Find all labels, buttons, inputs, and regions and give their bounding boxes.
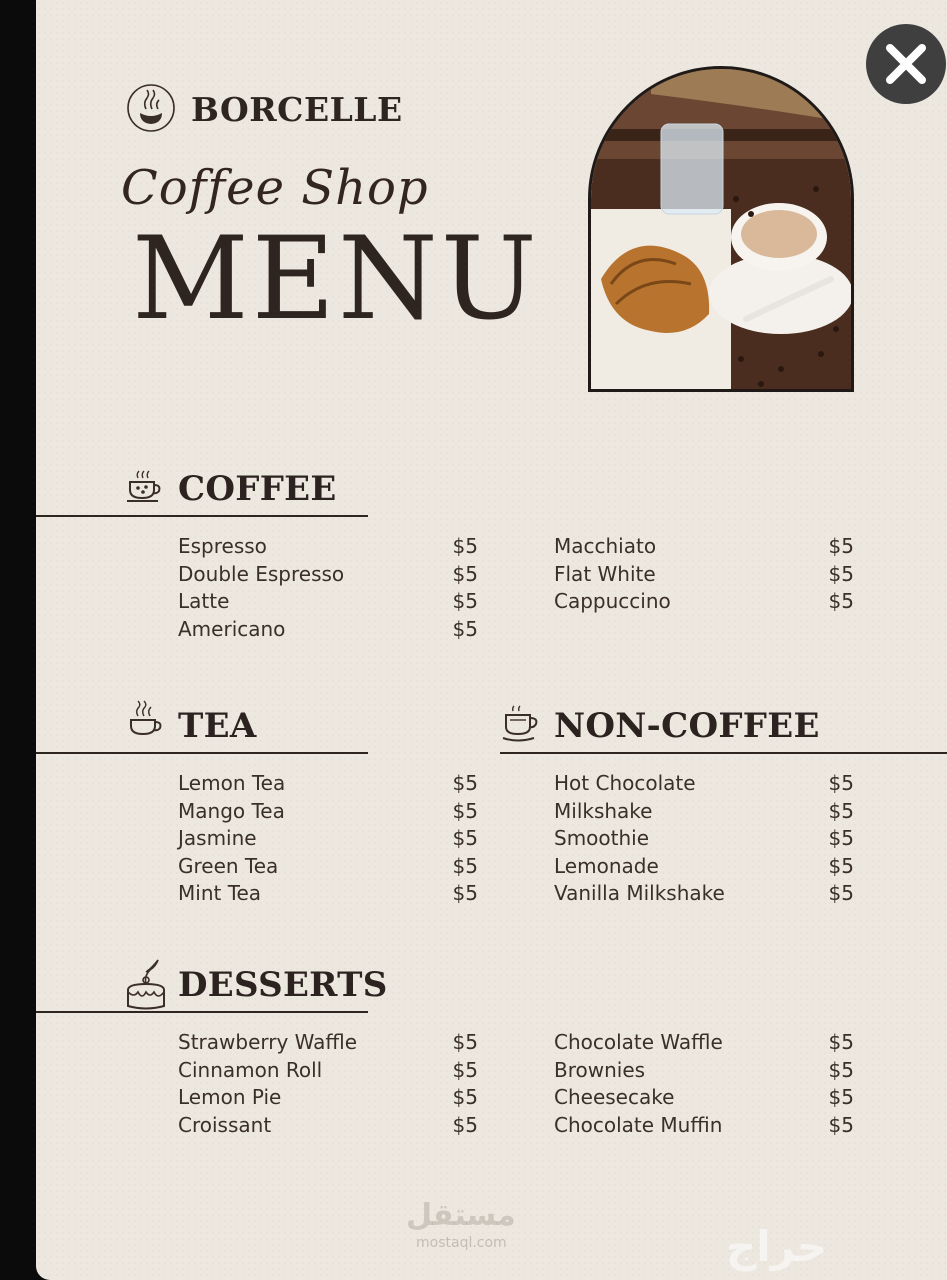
menu-subtitle: Coffee Shop: [121, 160, 429, 216]
list-item: Cinnamon Roll $5: [178, 1057, 478, 1082]
list-item: Lemonade $5: [554, 853, 854, 878]
list-item: Flat White $5: [554, 561, 854, 586]
desserts-list-left: [178, 1029, 478, 1139]
list-item: Macchiato $5: [554, 534, 854, 558]
coffee-list-left: [178, 533, 478, 643]
list-item: Latte $5: [178, 589, 478, 613]
brand-logo-icon: [126, 83, 176, 133]
list-item: Cappuccino $5: [554, 589, 854, 613]
list-item: Cheesecake $5: [554, 1085, 854, 1109]
mostaqil-watermark: مستقل: [406, 1198, 516, 1233]
list-item: Lemon Tea $5: [178, 771, 478, 795]
coffee-divider: [36, 515, 368, 517]
list-item: Lemon Pie $5: [178, 1085, 478, 1109]
desserts-section-title: DESSERTS: [178, 965, 388, 1005]
tea-section-title: TEA: [178, 706, 257, 746]
photo-illustration: [591, 69, 854, 392]
list-item: Milkshake $5: [554, 798, 854, 823]
non-coffee-divider: [500, 752, 947, 754]
list-item: Mango Tea $5: [178, 798, 478, 823]
list-item: Jasmine $5: [178, 826, 478, 850]
brand-name: BORCELLE: [191, 90, 403, 129]
menu-title: MENU: [132, 212, 540, 345]
tea-list: [178, 770, 478, 908]
list-item: Double Espresso $5: [178, 561, 478, 586]
tea-divider: [36, 752, 368, 754]
list-item: Americano $5: [178, 616, 478, 641]
cake-icon: [122, 956, 170, 1012]
list-item: Chocolate Muffin $5: [554, 1112, 854, 1137]
close-icon: [866, 24, 946, 104]
list-item: Mint Tea $5: [178, 881, 478, 905]
list-item: Vanilla Milkshake $5: [554, 881, 854, 905]
desserts-divider: [36, 1011, 368, 1013]
coffee-list-right: [554, 533, 854, 616]
coffee-croissant-photo: [588, 66, 854, 392]
list-item: Croissant $5: [178, 1112, 478, 1137]
non-coffee-list: [554, 770, 854, 908]
list-item: Chocolate Waffle $5: [554, 1030, 854, 1054]
list-item: Brownies $5: [554, 1057, 854, 1082]
coffee-cup-icon: [124, 466, 164, 506]
tea-cup-icon: [126, 700, 166, 740]
mug-icon: [501, 703, 541, 743]
close-button[interactable]: [866, 24, 946, 104]
mostaqil-watermark-url: mostaql.com: [416, 1235, 507, 1251]
menu-sheet: [36, 0, 947, 1280]
list-item: Smoothie $5: [554, 826, 854, 850]
list-item: Green Tea $5: [178, 853, 478, 878]
desserts-list-right: [554, 1029, 854, 1139]
coffee-section-title: COFFEE: [178, 469, 337, 509]
non-coffee-section-title: NON-COFFEE: [554, 706, 820, 746]
list-item: Hot Chocolate $5: [554, 771, 854, 795]
list-item: Espresso $5: [178, 534, 478, 558]
list-item: Strawberry Waffle $5: [178, 1030, 478, 1054]
haraj-watermark: حراج: [726, 1222, 828, 1271]
